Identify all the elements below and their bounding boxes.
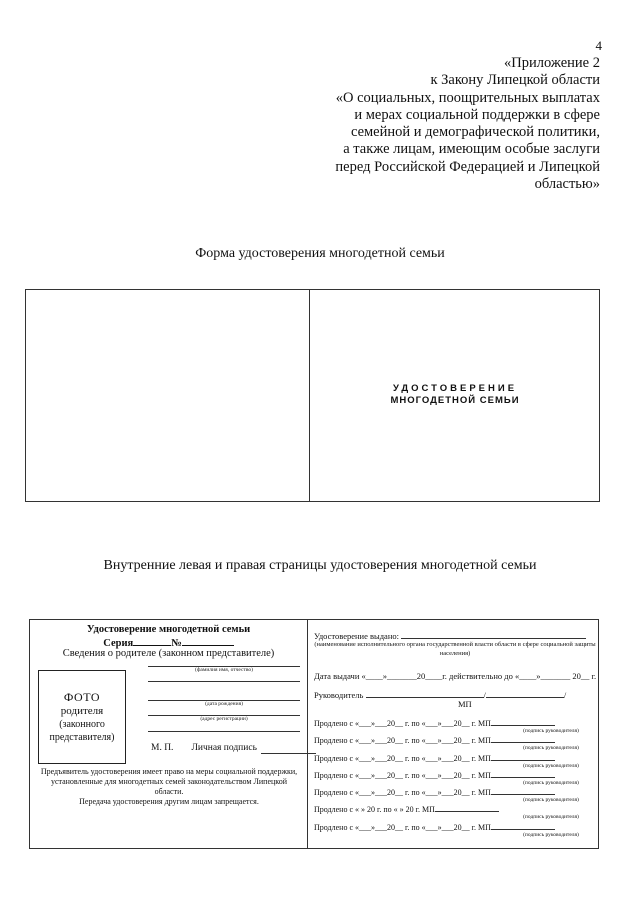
- signature-caption: (подпись руководителя): [523, 797, 579, 803]
- extension-signature-blank: [491, 786, 555, 795]
- signature-caption: (подпись руководителя): [523, 780, 579, 786]
- extension-signature-blank: [491, 752, 555, 761]
- series-label: Серия: [103, 638, 134, 649]
- extension-row: [314, 786, 555, 797]
- appendix-line: перед Российской Федерацией и Липецкой: [335, 158, 600, 175]
- rights-notice: [38, 767, 300, 807]
- certificate-inner-spread: [29, 619, 599, 849]
- certificate-cover: [25, 289, 600, 502]
- dob-caption: (дата рождения): [205, 701, 243, 707]
- name-blank-line-2: [148, 681, 300, 682]
- extension-signature-blank: [435, 803, 499, 812]
- cover-title: [310, 383, 600, 407]
- signature-caption: (подпись руководителя): [523, 814, 579, 820]
- appendix-header: [270, 55, 600, 193]
- personal-signature-label: Личная подпись: [191, 743, 257, 753]
- left-page-title: Удостоверение многодетной семьи: [86, 624, 251, 635]
- extension-text: Продлено с «___»___20__ г. по «___»___20__ г. МП: [314, 754, 491, 763]
- extension-text: Продлено с «___»___20__ г. по «___»___20__ г. МП: [314, 788, 491, 797]
- stamp-label: М. П.: [151, 743, 174, 753]
- number-label: №: [171, 638, 182, 649]
- photo-label: ФОТО: [63, 690, 101, 704]
- extension-text: Продлено с «___»___20__ г. по «___»___20__ г. МП: [314, 771, 491, 780]
- issued-by-row: [314, 630, 586, 641]
- parent-info-heading: Сведения о родителе (законном представителе): [62, 648, 275, 659]
- signature-caption: (подпись руководителя): [523, 745, 579, 751]
- extension-signature-blank: [491, 769, 555, 778]
- cover-title-line1: УДОСТОВЕРЕНИЕ: [392, 383, 518, 394]
- extension-row: [314, 752, 555, 763]
- rights-text: Предъявитель удостоверения имеет право на меры социальной поддержки, установленные для многодетных семей законодательством Липецкой области.: [40, 767, 298, 796]
- extension-text: Продлено с «___»___20__ г. по «___»___20__ г. МП: [314, 736, 491, 745]
- appendix-line: «Приложение 2: [504, 55, 600, 71]
- cover-title-line2: МНОГОДЕТНОЙ СЕМЬИ: [390, 395, 520, 406]
- form-title: Форма удостоверения многодетной семьи: [195, 246, 445, 261]
- appendix-line: «О социальных, поощрительных выплатах: [335, 89, 600, 106]
- inner-pages-title: Внутренние левая и правая страницы удостоверения многодетной семьи: [103, 558, 537, 573]
- appendix-line: а также лицам, имеющим особые заслуги: [343, 141, 600, 158]
- name-caption: (фамилия имя, отчество): [195, 667, 253, 673]
- extension-row: [314, 821, 555, 832]
- issued-by-caption: (наименование исполнительного органа государственной власти области в сфере социальной защиты населения): [314, 641, 596, 657]
- extension-row: [314, 734, 555, 745]
- appendix-line: к Закону Липецкой области: [430, 72, 600, 89]
- issue-date-row: Дата выдачи «____»_______20____г. действительно до «____»_______ 20__ г.: [314, 671, 597, 681]
- head-label: Руководитель: [314, 690, 364, 700]
- extension-row: [314, 717, 555, 728]
- head-row: Руководитель / /: [314, 690, 567, 700]
- extension-row: [314, 803, 499, 814]
- extension-signature-blank: [491, 734, 555, 743]
- signature-caption: (подпись руководителя): [523, 763, 579, 769]
- extension-row: [314, 769, 555, 780]
- head-name-blank: [366, 689, 484, 698]
- address-blank-line-2: [148, 731, 300, 732]
- appendix-line: областью»: [534, 176, 600, 193]
- left-page: [30, 620, 307, 848]
- photo-label: представителя): [49, 732, 115, 743]
- extension-text: Продлено с «___»___20__ г. по «___»___20__ г. МП: [314, 719, 491, 728]
- extension-text: Продлено с « » 20 г. по « » 20 г. МП: [314, 805, 435, 814]
- transfer-text: Передача удостоверения другим лицам запрещается.: [79, 797, 259, 806]
- appendix-line: семейной и демографической политики,: [350, 124, 600, 141]
- series-blank: [133, 636, 171, 646]
- head-stamp-label: МП: [458, 699, 472, 709]
- signature-caption: (подпись руководителя): [523, 832, 579, 838]
- right-page: [308, 620, 598, 848]
- photo-label: родителя: [60, 705, 104, 717]
- number-blank: [182, 636, 234, 646]
- extension-signature-blank: [491, 821, 555, 830]
- issued-by-blank: [401, 630, 586, 639]
- photo-placeholder: [38, 670, 126, 764]
- stamp-signature-row: [151, 743, 316, 754]
- issued-by-label: Удостоверение выдано:: [314, 631, 399, 641]
- extension-text: Продлено с «___»___20__ г. по «___»___20__ г. МП: [314, 823, 491, 832]
- photo-label: (законного: [59, 719, 105, 730]
- head-signature-blank: [486, 689, 564, 698]
- appendix-line: и мерах социальной поддержки в сфере: [354, 106, 600, 123]
- signature-caption: (подпись руководителя): [523, 728, 579, 734]
- page-number: 4: [595, 38, 602, 53]
- extension-signature-blank: [491, 717, 555, 726]
- address-caption: (адрес регистрации): [200, 716, 248, 722]
